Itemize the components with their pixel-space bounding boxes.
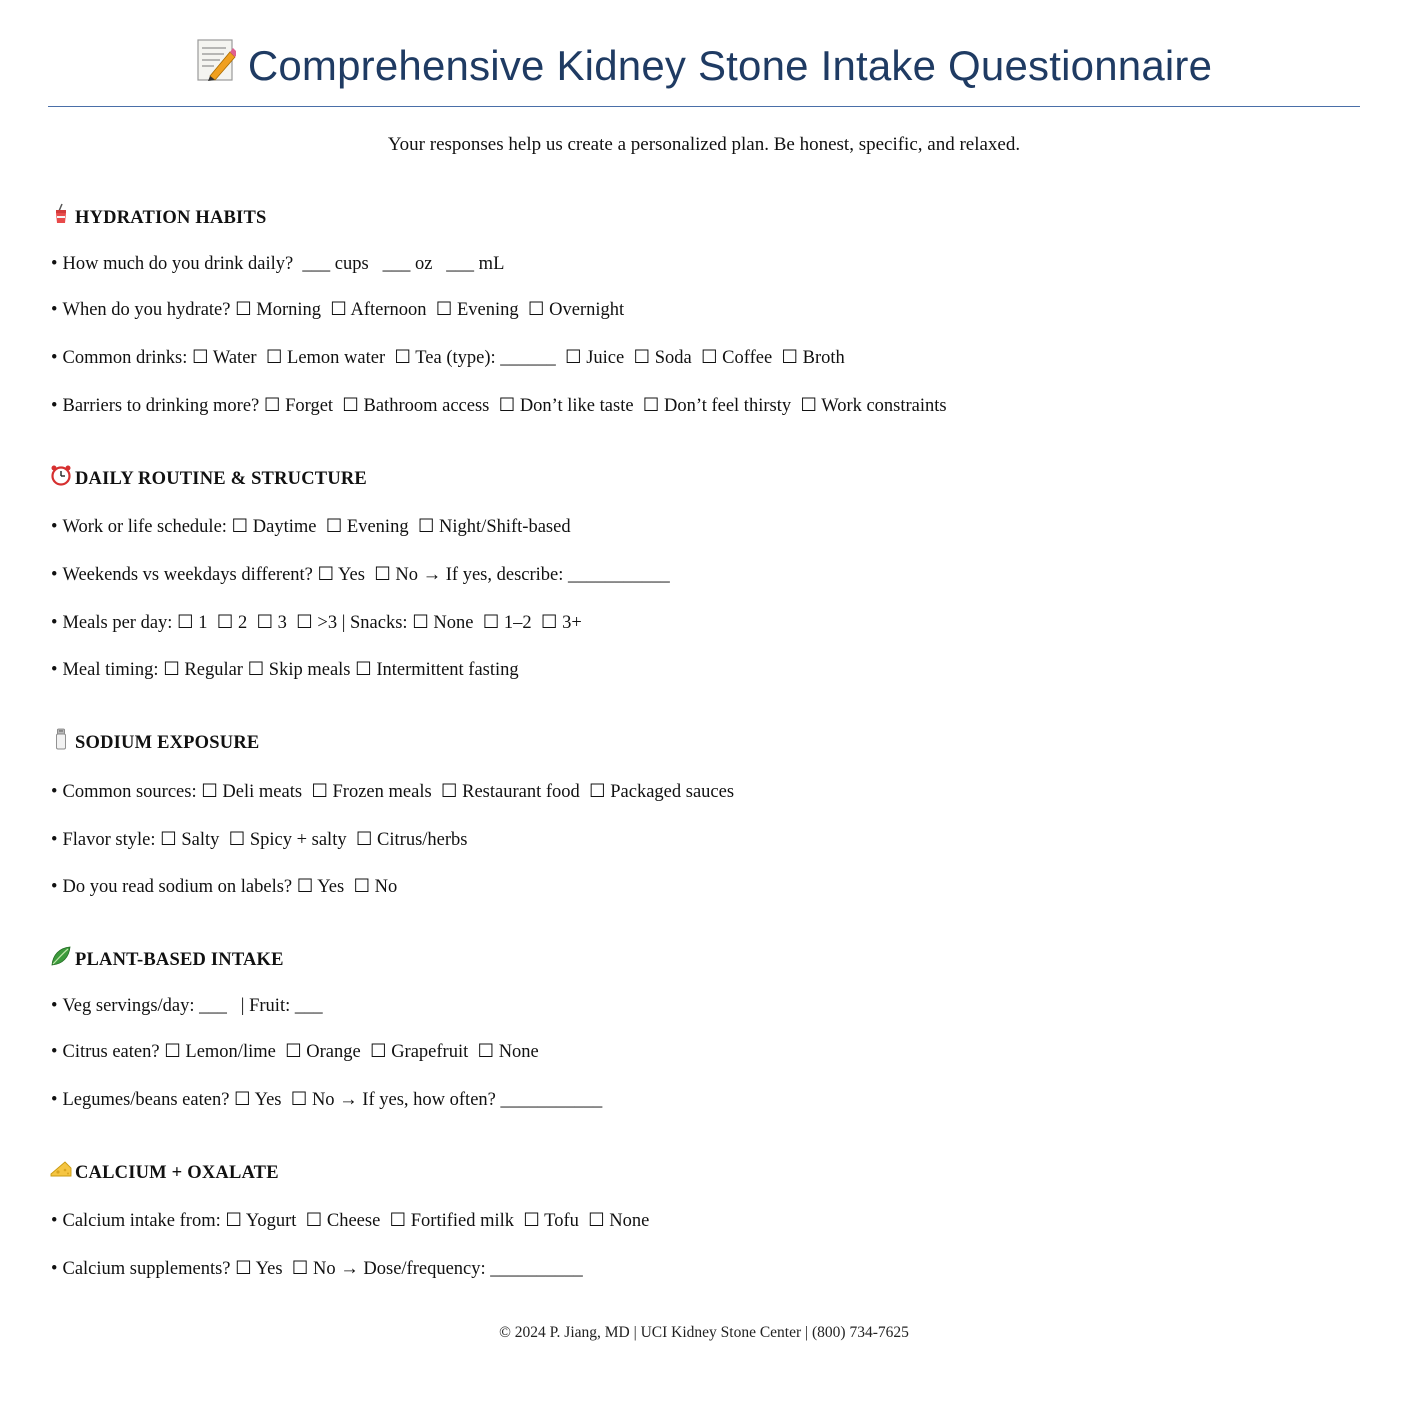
question-line	[51, 780, 734, 804]
subtitle: Your responses help us create a personalized plan. Be honest, specific, and relaxed.	[387, 134, 1021, 155]
section-hydration-heading	[50, 203, 267, 231]
question-line	[51, 1088, 602, 1112]
question-line	[51, 828, 467, 852]
question-text[interactable]: Weekends vs weekdays different? ☐ Yes ☐ No → If yes, describe: ___________	[62, 565, 670, 585]
bullet: •	[51, 613, 58, 633]
bullet: •	[51, 254, 58, 274]
question-text[interactable]: Meal timing: ☐ Regular ☐ Skip meals ☐ Intermittent fasting	[62, 660, 519, 680]
question-line	[51, 252, 504, 276]
bullet: •	[51, 996, 58, 1016]
page-title	[196, 38, 1212, 90]
question-text[interactable]: Meals per day: ☐ 1 ☐ 2 ☐ 3 ☐ >3 | Snacks: ☐ None ☐ 1–2 ☐ 3+	[62, 613, 582, 633]
section-calcium-heading	[50, 1158, 279, 1186]
memo-pencil-icon	[196, 38, 236, 82]
section-heading: SODIUM EXPOSURE	[75, 733, 260, 753]
question-text[interactable]: Common drinks: ☐ Water ☐ Lemon water ☐ Tea (type): ______ ☐ Juice ☐ Soda ☐ Coffee ☐ Broth	[62, 348, 845, 368]
question-line	[51, 658, 519, 682]
question-text[interactable]: How much do you drink daily? ___ cups ___ oz ___ mL	[62, 254, 505, 274]
bullet: •	[51, 517, 58, 537]
bullet: •	[51, 1090, 58, 1110]
question-text[interactable]: When do you hydrate? ☐ Morning ☐ Afternoon ☐ Evening ☐ Overnight	[62, 300, 625, 320]
section-heading: PLANT-BASED INTAKE	[75, 950, 284, 970]
bullet: •	[51, 1042, 58, 1062]
question-line	[51, 875, 397, 899]
question-line	[51, 298, 624, 322]
question-line	[51, 394, 947, 418]
question-line	[51, 346, 845, 370]
bullet: •	[51, 877, 58, 897]
question-text[interactable]: Legumes/beans eaten? ☐ Yes ☐ No → If yes, how often? ___________	[62, 1090, 603, 1110]
section-heading: HYDRATION HABITS	[75, 208, 267, 228]
question-line	[51, 515, 571, 539]
question-line	[51, 563, 670, 587]
bullet: •	[51, 348, 58, 368]
footer: © 2024 P. Jiang, MD | UCI Kidney Stone Center | (800) 734-7625	[499, 1324, 909, 1341]
bullet: •	[51, 830, 58, 850]
question-text[interactable]: Calcium intake from: ☐ Yogurt ☐ Cheese ☐ Fortified milk ☐ Tofu ☐ None	[62, 1211, 650, 1231]
question-line	[51, 611, 582, 635]
leafy-green-icon	[50, 945, 72, 967]
salt-shaker-icon	[50, 728, 72, 750]
question-line	[51, 1040, 539, 1064]
question-line	[51, 1209, 649, 1233]
title-block	[48, 30, 1360, 107]
bullet: •	[51, 1211, 58, 1231]
question-text[interactable]: Barriers to drinking more? ☐ Forget ☐ Bathroom access ☐ Don’t like taste ☐ Don’t feel thirsty ☐ Work constraints	[62, 396, 947, 416]
bullet: •	[51, 300, 58, 320]
question-line	[51, 994, 323, 1018]
section-routine-heading	[50, 464, 367, 492]
bullet: •	[51, 782, 58, 802]
question-text[interactable]: Common sources: ☐ Deli meats ☐ Frozen meals ☐ Restaurant food ☐ Packaged sauces	[62, 782, 735, 802]
question-text[interactable]: Calcium supplements? ☐ Yes ☐ No → Dose/frequency: __________	[62, 1259, 583, 1279]
question-text[interactable]: Do you read sodium on labels? ☐ Yes ☐ No	[62, 877, 398, 897]
question-line	[51, 1257, 583, 1281]
question-text[interactable]: Work or life schedule: ☐ Daytime ☐ Evening ☐ Night/Shift-based	[62, 517, 571, 537]
alarm-clock-icon	[50, 464, 72, 486]
question-text[interactable]: Flavor style: ☐ Salty ☐ Spicy + salty ☐ Citrus/herbs	[62, 830, 468, 850]
section-heading: DAILY ROUTINE & STRUCTURE	[75, 469, 367, 489]
section-plant-heading	[50, 945, 284, 973]
question-text[interactable]: Veg servings/day: ___ | Fruit: ___	[62, 996, 323, 1016]
bullet: •	[51, 660, 58, 680]
section-heading: CALCIUM + OXALATE	[75, 1163, 279, 1183]
bullet: •	[51, 565, 58, 585]
page-title-text: Comprehensive Kidney Stone Intake Questionnaire	[247, 42, 1213, 89]
cheese-wedge-icon	[50, 1158, 72, 1180]
section-sodium-heading	[50, 728, 259, 756]
bullet: •	[51, 396, 58, 416]
cup-with-straw-icon	[50, 203, 72, 225]
question-text[interactable]: Citrus eaten? ☐ Lemon/lime ☐ Orange ☐ Grapefruit ☐ None	[62, 1042, 539, 1062]
bullet: •	[51, 1259, 58, 1279]
